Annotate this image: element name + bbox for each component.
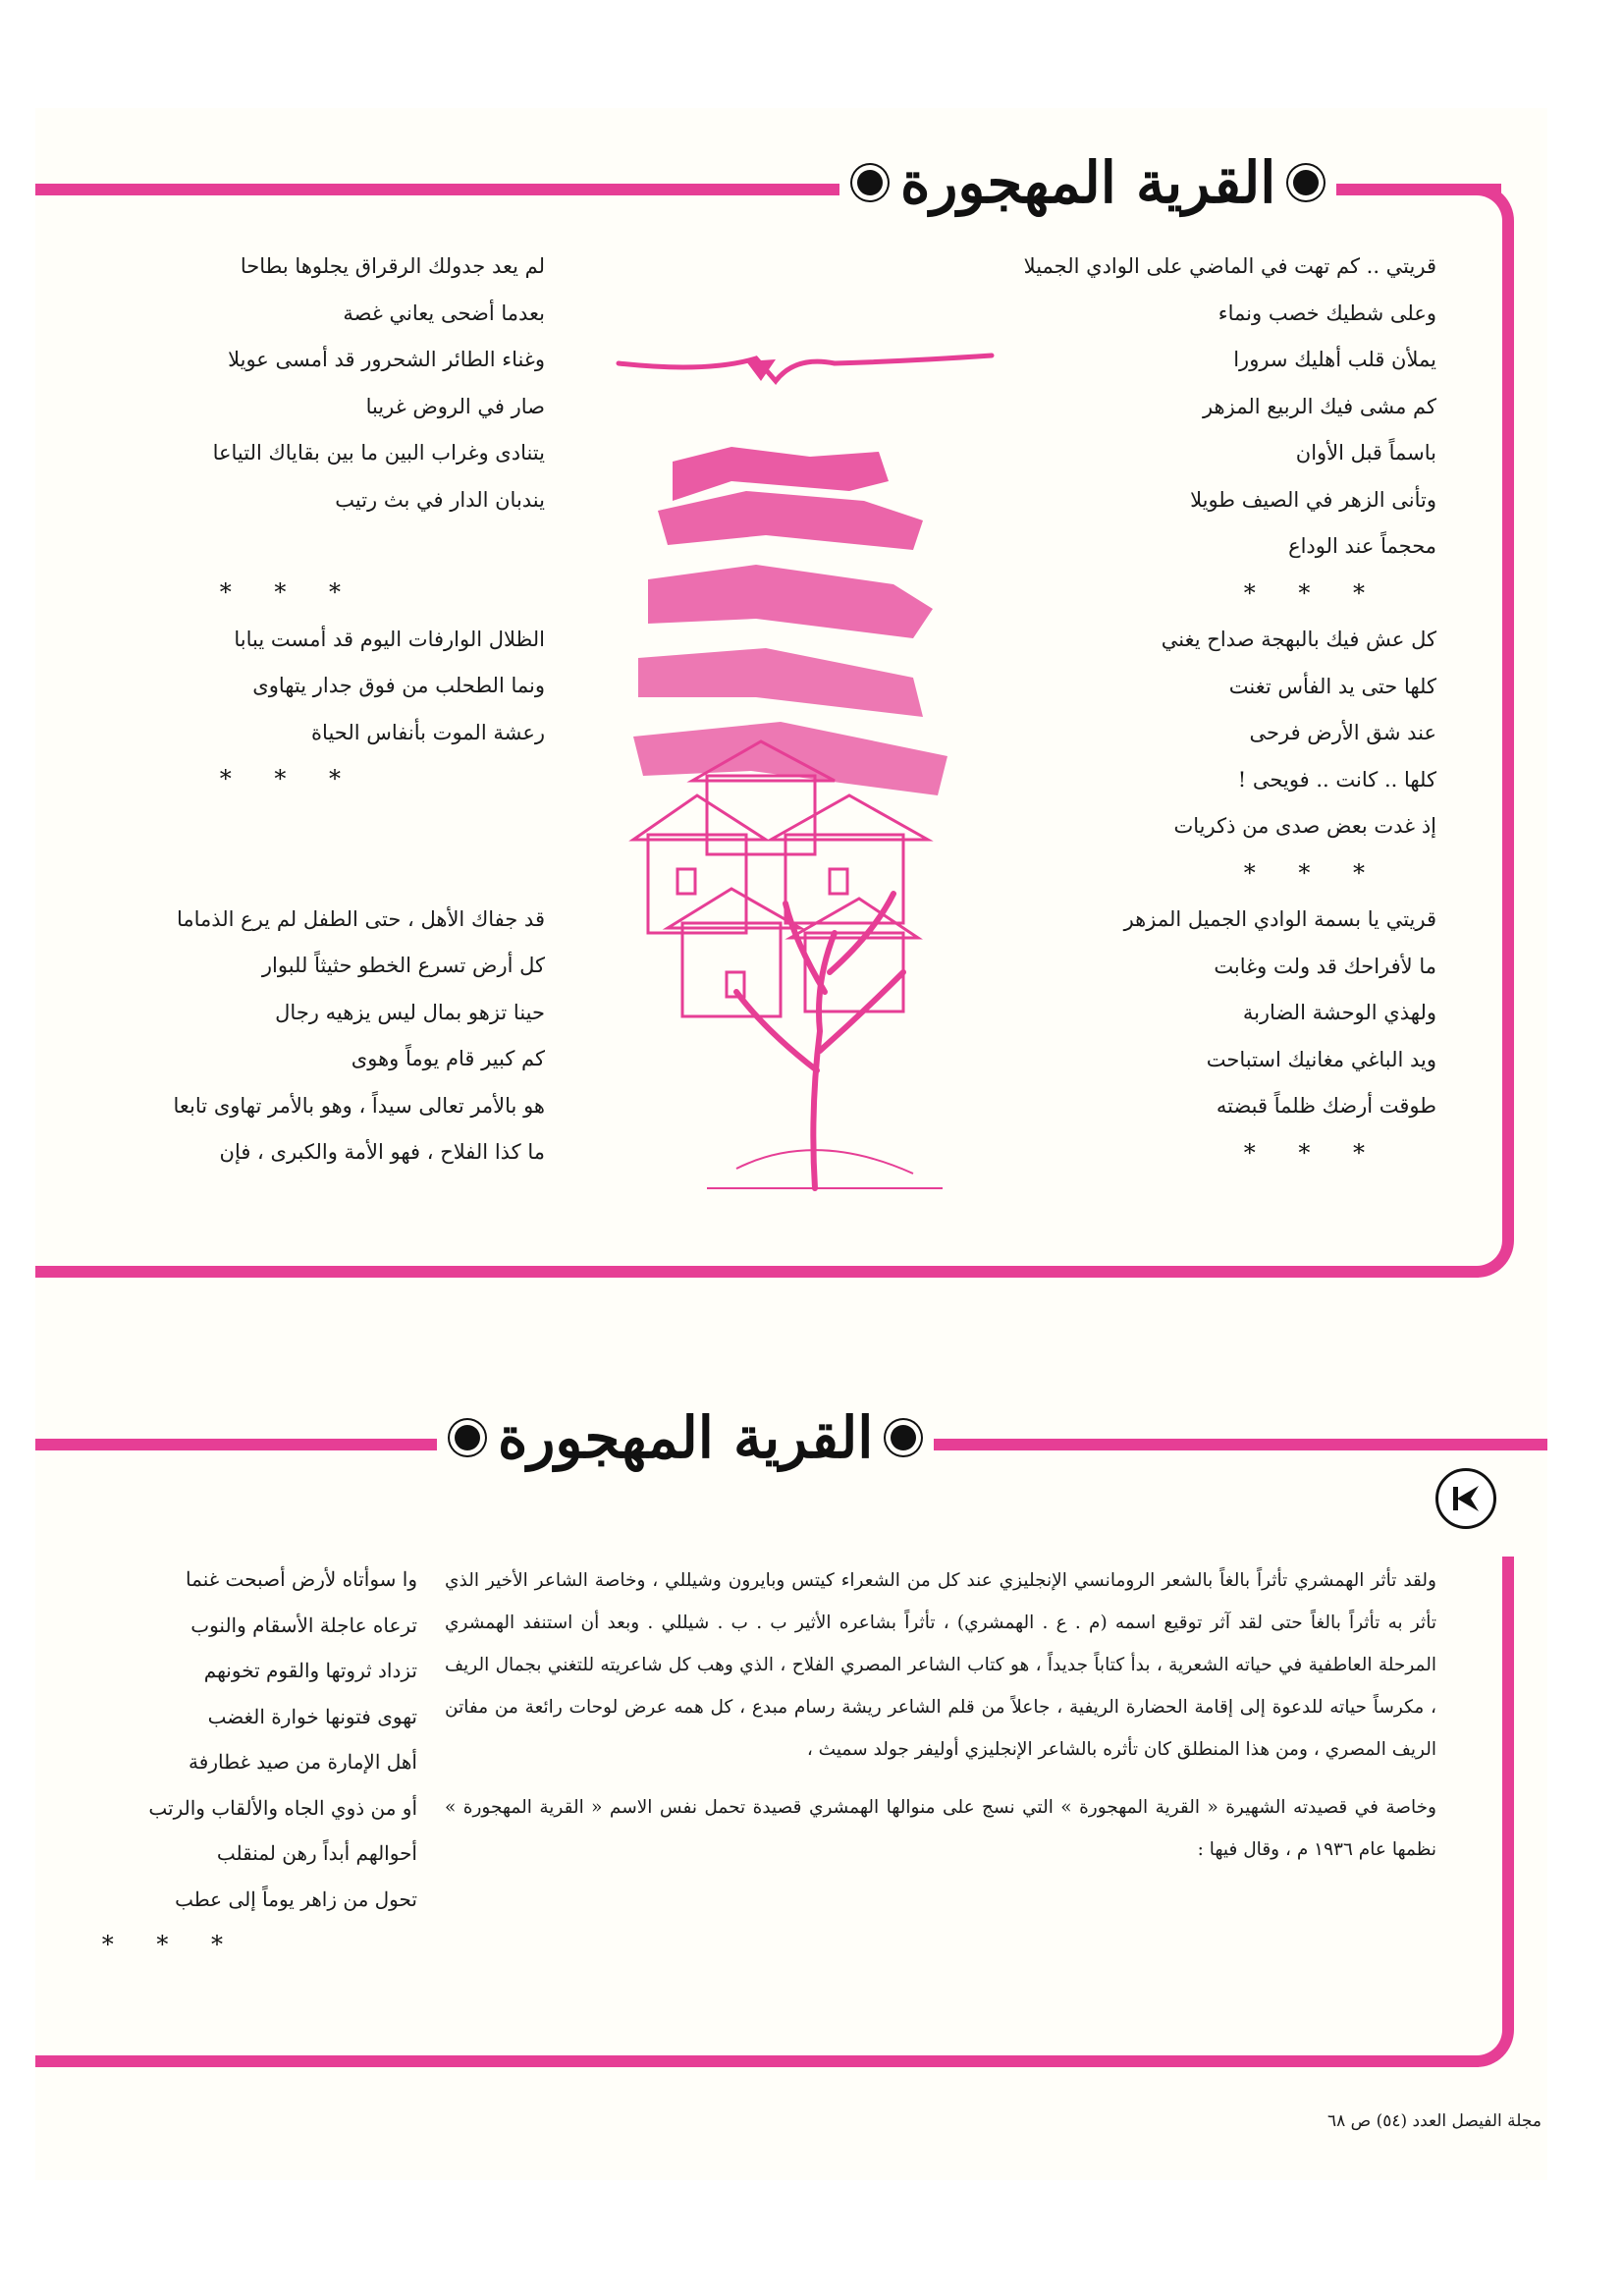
verse-line: كل أرض تسرع الخطو حثيثاً للبوار [261, 954, 545, 977]
verse-line: يتنادى وغراب البين ما بين بقاياك التياعا [212, 441, 545, 465]
verse-line: ما كذا الفلاح ، فهو الأمة والكبرى ، فإن [219, 1140, 545, 1164]
stanza-separator: * * * [1243, 1138, 1382, 1167]
arrow-left-icon [1449, 1482, 1483, 1515]
article-paragraph: وخاصة في قصيدته الشهيرة « القرية المهجورة » التي نسج على منوالها الهمشري قصيدة تحمل نفس الاسم « القرية المهجورة » نظمها عام ١٩٣٦ م ، وقال فيها : [445, 1797, 1436, 1860]
verse-line: هو بالأمر تعالى سيداً ، وهو بالأمر تهاوى تابعا [173, 1093, 545, 1118]
verse-line: يملأن قلب أهليك سرورا [1233, 348, 1436, 371]
side-poem [74, 1557, 417, 1969]
section-title-bottom [437, 1404, 934, 1471]
verse-line: ويد الباغي مغانيك استباحت [1206, 1047, 1436, 1071]
verse-line: وعلى شطيك خصب ونماء [1217, 301, 1436, 325]
section-title-top [839, 149, 1336, 216]
verse-line: أحوالهم أبداً رهن لمنقلب [216, 1841, 417, 1865]
stanza-separator: * * * [101, 1931, 241, 1958]
section-title: القرية المهجورة [498, 1404, 874, 1471]
verse-line: ما لأفراحك قد ولت وغابت [1214, 954, 1436, 978]
stanza-separator: * * * [219, 765, 358, 793]
verse-line: تهوى فتونها خوارة الغضب [207, 1704, 417, 1728]
verse-line: ترعاه عاجلة الأسقام والنوب [190, 1613, 417, 1637]
verse-line: كلها حتى يد الفأس تغنت [1228, 674, 1436, 698]
bullet-dot-icon [891, 1425, 916, 1450]
verse-line: وتأنى الزهر في الصيف طويلا [1190, 487, 1436, 512]
poem-left-column [172, 244, 545, 1176]
bullet-dot-icon [1293, 170, 1319, 195]
verse-line: يندبان الدار في بث رتيب [335, 487, 545, 512]
verse-line: ولهذي الوحشة الضاربة [1242, 1001, 1436, 1024]
bullet-dot-icon [857, 170, 883, 195]
article-body [445, 1559, 1436, 1886]
bottom-frame-corner [1453, 1557, 1514, 2067]
bullet-dot-icon [455, 1425, 480, 1450]
verse-line: بعدما أضحى يعاني غصة [343, 301, 545, 325]
continue-arrow-button[interactable] [1435, 1468, 1496, 1529]
verse-line: محجماً عند الوداع [1288, 534, 1436, 558]
verse-line: صار في الروض غريبا [365, 394, 545, 418]
verse-line: كلها .. كانت .. فويحى ! [1237, 767, 1436, 792]
verse-line: قد جفاك الأهل ، حتى الطفل لم يرع الذماما [176, 906, 545, 931]
bottom-bottom-rule [35, 2055, 1479, 2067]
verse-line: حينا تزهو بمال ليس يزهيه رجال [275, 1000, 545, 1024]
verse-line: كل عش فيك بالبهجة صداح يغني [1161, 628, 1436, 651]
verse-line: إذ غدت بعض صدى من ذكريات [1173, 814, 1436, 838]
verse-line: تزداد ثروتها والقوم تخونهم [203, 1659, 417, 1682]
verse-line: قريتي .. كم تهت في الماضي على الوادي الجميلا [1023, 254, 1436, 278]
poem-right-column [1023, 244, 1436, 1176]
stanza-separator: * * * [1243, 578, 1382, 607]
verse-line: الظلال الوارفات اليوم قد أمست يبابا [234, 627, 545, 651]
page-title: القرية المهجورة [900, 149, 1276, 216]
verse-line: كم كبير قام يوماً وهوى [351, 1047, 545, 1070]
verse-line: أهل الإمارة من صيد غطارفة [189, 1750, 417, 1774]
top-bottom-rule [35, 1266, 1479, 1278]
verse-line: قريتي يا بسمة الوادي الجميل المزهر [1123, 907, 1436, 931]
verse-line: كم مشى فيك الربيع المزهر [1202, 394, 1436, 418]
verse-line: لم يعد جدولك الرقراق يجلوها بطاحا [240, 254, 545, 278]
article-paragraph: ولقد تأثر الهمشري تأثراً بالغاً بالشعر الرومانسي الإنجليزي عند كل من الشعراء كيتس وبايرون وشيللي ، وخاصة الشاعر الأخير الذي تأثر به تأثراً بالغاً حتى لقد آثر توقيع اسمه (م . ع . الهمشري) ، تأثراً بشاعره الأثير ب . ب . شيللي . وبعد أن استنفد الهمشري المرحلة العاطفية في حياته الشعرية ، بدأ كتاباً جديداً ، هو كتاب الشاعر المصري الفلاح ، الذي وهب كل شاعريته للتغني بجمال الريف ، مكرساً حياته للدعوة إلى إقامة الحضارة الريفية ، جاعلاً من قلم الشاعر ريشة رسام مبدع ، كل همه عرض لوحات رائعة من مفاتن الريف المصري ، ومن هذا المنطلق كان تأثره بالشاعر الإنجليزي أوليفر جولد سميث ، [445, 1570, 1436, 1760]
verse-line: وغناء الطائر الشحرور قد أمسى عويلا [228, 348, 545, 371]
verse-line: وا سوأتاه لأرض أصبحت غنما [186, 1567, 417, 1591]
verse-line: أو من ذوي الجاه والألقاب والرتب [148, 1795, 417, 1820]
stanza-separator: * * * [219, 578, 358, 606]
stanza-separator: * * * [1243, 858, 1382, 887]
top-frame-corner [1453, 184, 1514, 1278]
verse-line: رعشة الموت بأنفاس الحياة [311, 720, 545, 744]
verse-line: تحول من زاهر يوماً إلى عطب [175, 1886, 417, 1911]
page-footer: مجلة الفيصل العدد (٥٤) ص ٦٨ [1326, 2111, 1542, 2131]
verse-line: طوقت أرضك ظلماً قبضته [1216, 1094, 1436, 1118]
verse-line: باسماً قبل الأوان [1295, 441, 1436, 465]
verse-line: ونما الطحلب من فوق جدار يتهاوى [252, 674, 545, 697]
verse-line: عند شق الأرض فرحى [1249, 721, 1436, 744]
village-illustration [589, 344, 1011, 1208]
